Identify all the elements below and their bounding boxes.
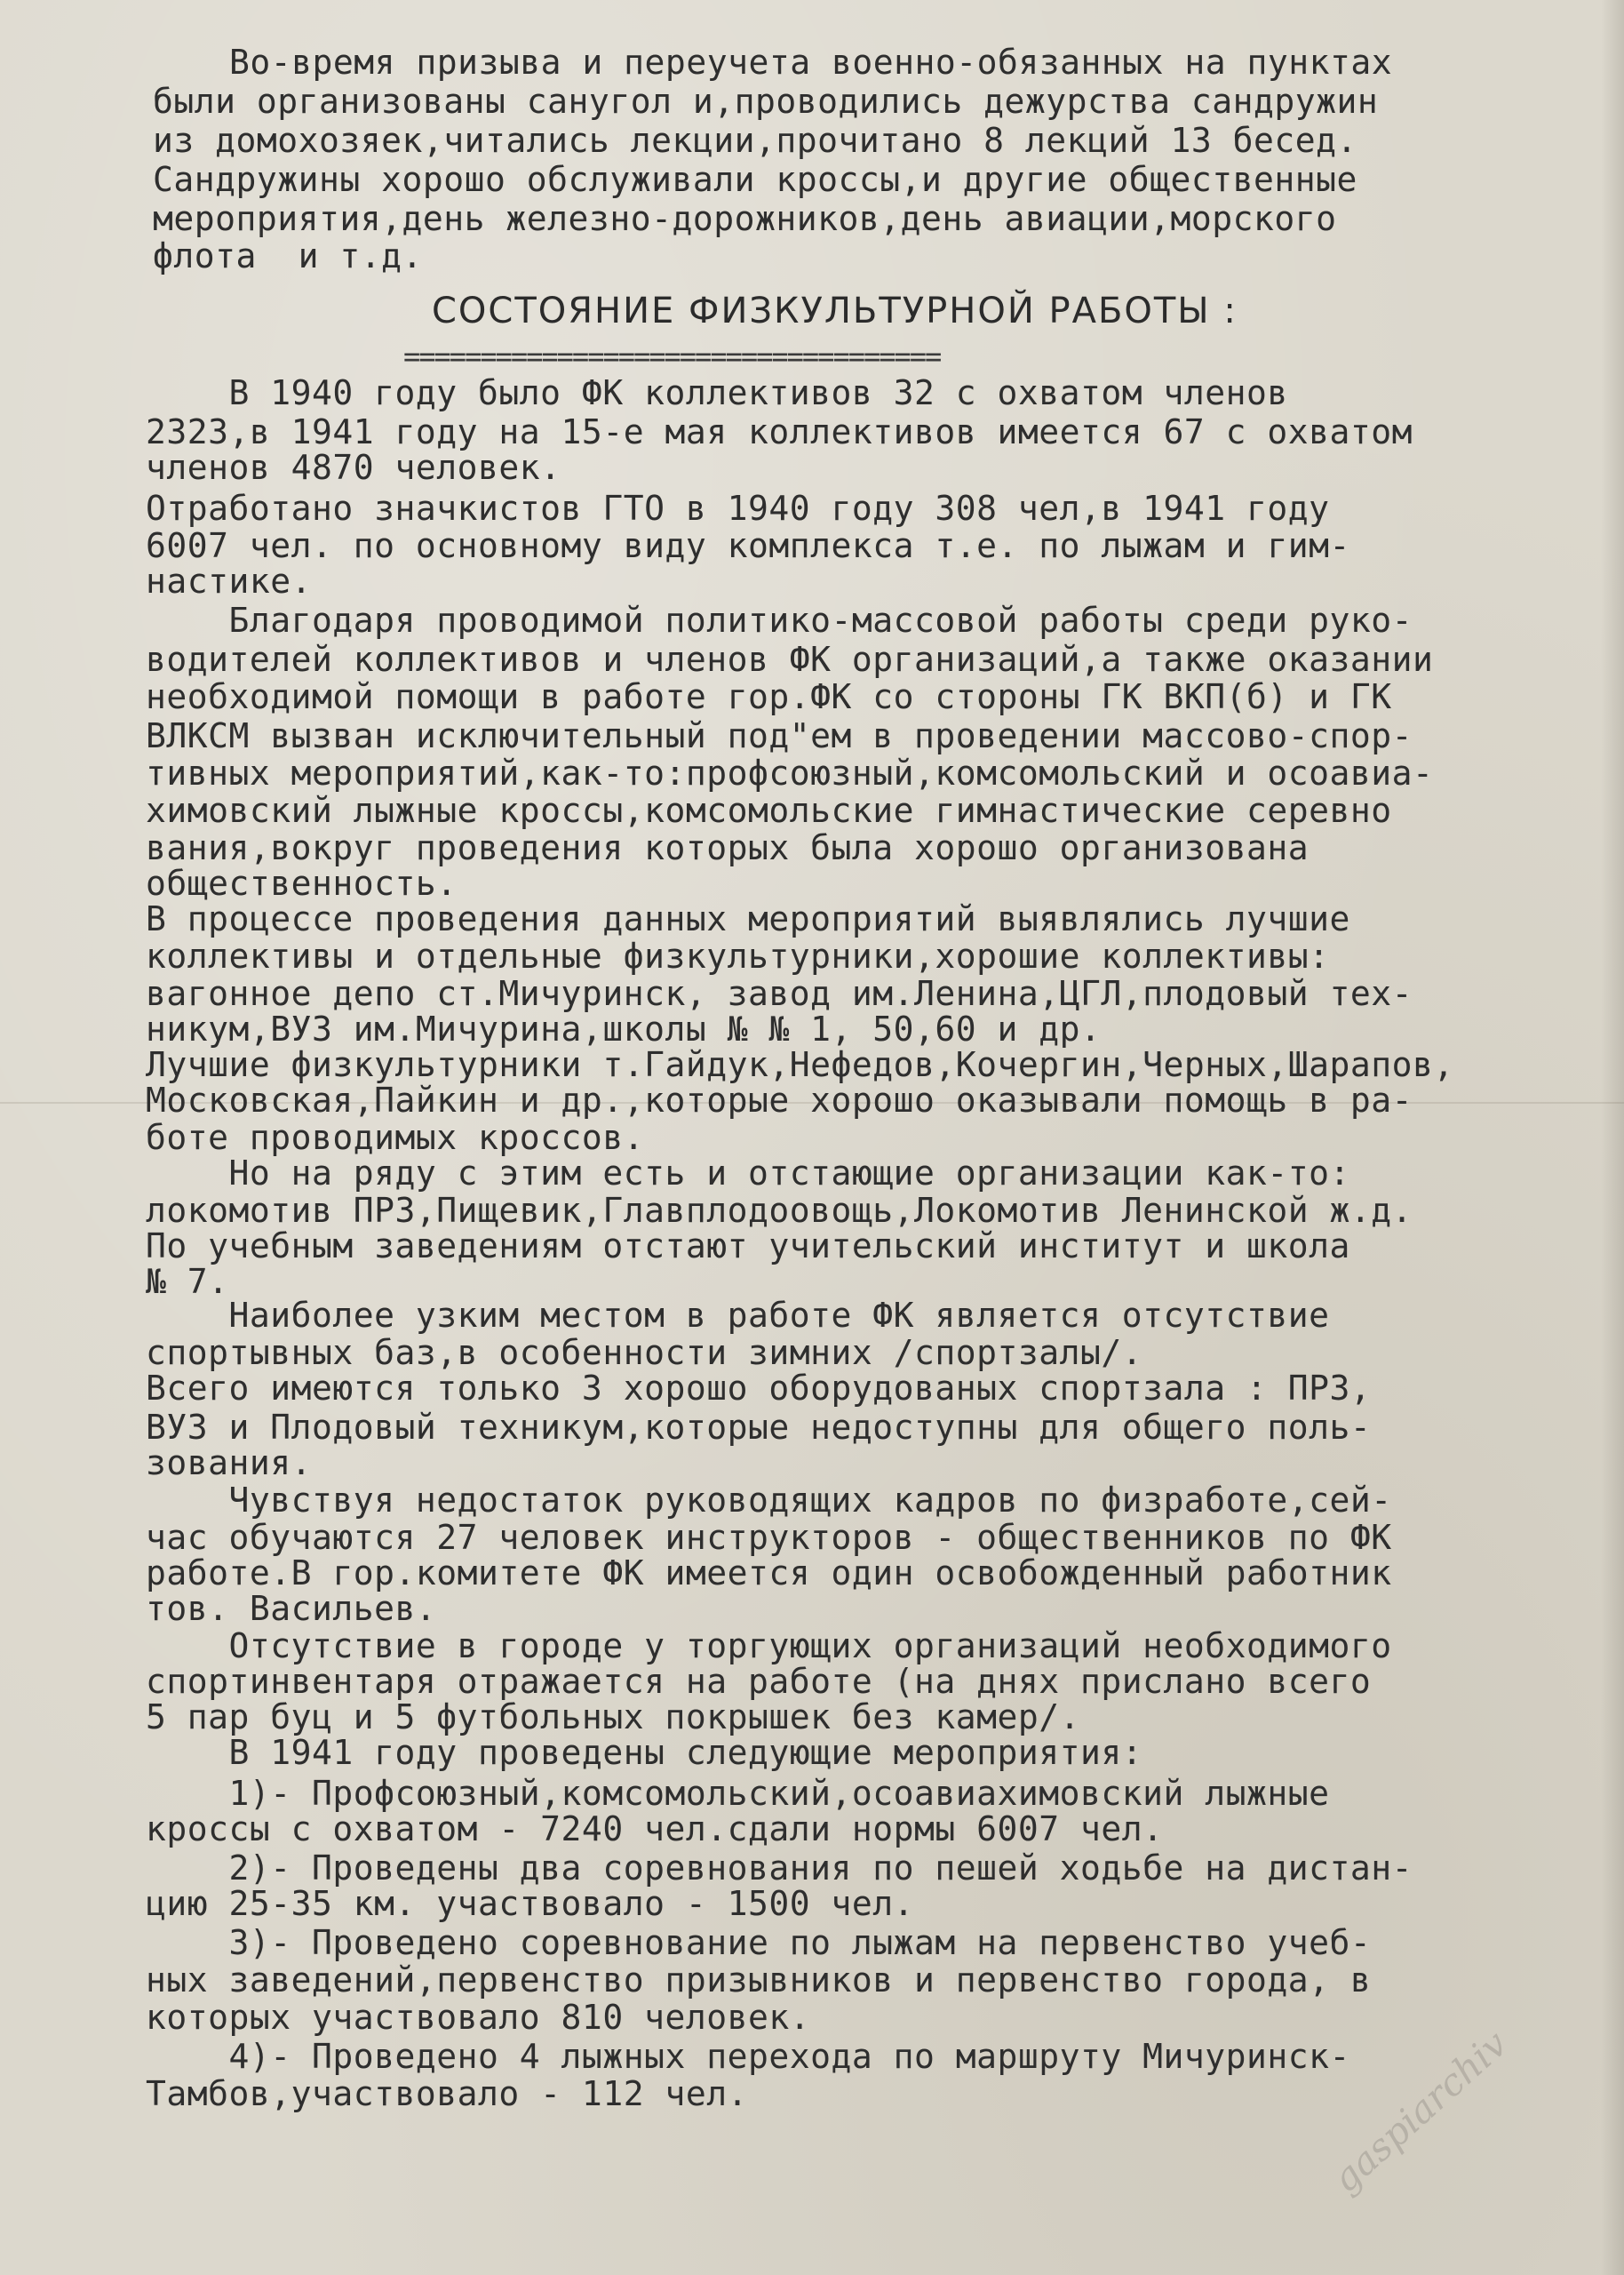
body-line: Благодаря проводимой политико-массовой работы среди руко- bbox=[146, 601, 1413, 640]
body-line: 2)- Проведены два соревнования по пешей ходьбе на дистан- bbox=[146, 1848, 1413, 1888]
intro-line: Сандружины хорошо обслуживали кроссы,и другие общественные bbox=[153, 160, 1357, 199]
body-line: 5 пар буц и 5 футбольных покрышек без камер/. bbox=[146, 1697, 1081, 1736]
body-line: Отработано значкистов ГТО в 1940 году 308 чел,в 1941 году bbox=[146, 489, 1330, 528]
body-line: Отсутствие в городе у торгующих организаций необходимого bbox=[146, 1626, 1392, 1665]
body-line: коллективы и отдельные физкультурники,хорошие коллективы: bbox=[146, 937, 1330, 976]
intro-line: были организованы санугол и,проводились дежурства сандружин bbox=[153, 82, 1379, 121]
body-line: Лучшие физкультурники т.Гайдук,Нефедов,Кочергин,Черных,Шарапов, bbox=[146, 1045, 1454, 1084]
body-line: 4)- Проведено 4 лыжных перехода по маршруту Мичуринск- bbox=[146, 2037, 1350, 2076]
body-line: спортинвентаря отражается на работе (на днях прислано всего bbox=[146, 1662, 1372, 1701]
body-line: химовский лыжные кроссы,комсомольские гимнастические серевно bbox=[146, 791, 1392, 830]
body-line: никум,ВУЗ им.Мичурина,школы № № 1, 50,60 и др. bbox=[146, 1010, 1102, 1049]
body-line: тов. Васильев. bbox=[146, 1589, 437, 1628]
body-line: боте проводимых кроссов. bbox=[146, 1118, 645, 1157]
body-line: 6007 чел. по основному виду комплекса т.е. по лыжам и гим- bbox=[146, 526, 1350, 565]
body-line: Чувствуя недостаток руководящих кадров по физработе,сей- bbox=[146, 1481, 1392, 1520]
body-line: цию 25-35 км. участвовало - 1500 чел. bbox=[146, 1884, 914, 1923]
body-line: работе.В гор.комитете ФК имеется один освобожденный работник bbox=[146, 1553, 1392, 1592]
body-line: Московская,Пайкин и др.,которые хорошо оказывали помощь в ра- bbox=[146, 1081, 1413, 1120]
body-line: По учебным заведениям отстают учительский институт и школа bbox=[146, 1226, 1350, 1265]
body-line: Но на ряду с этим есть и отстающие организации как-то: bbox=[146, 1153, 1350, 1193]
body-line: которых участвовало 810 человек. bbox=[146, 1998, 811, 2037]
title-underline: =================================== bbox=[403, 339, 941, 373]
body-line: Тамбов,участвовало - 112 чел. bbox=[146, 2074, 748, 2113]
body-line: В процессе проведения данных мероприятий выявлялись лучшие bbox=[146, 899, 1350, 938]
body-line: водителей коллективов и членов ФК организаций,а также оказании bbox=[146, 640, 1434, 679]
body-line: Наиболее узким местом в работе ФК является отсутствие bbox=[146, 1296, 1330, 1335]
body-line: вания,вокруг проведения которых была хорошо организована bbox=[146, 828, 1310, 867]
body-line: зования. bbox=[146, 1443, 313, 1482]
body-line: вагонное депо ст.Мичуринск, завод им.Ленина,ЦГЛ,плодовый тех- bbox=[146, 974, 1413, 1013]
body-line: В 1940 году было ФК коллективов 32 с охватом членов bbox=[146, 373, 1288, 412]
body-line: общественность. bbox=[146, 864, 458, 903]
body-line: ВЛКСМ вызван исключительный под"ем в проведении массово-спор- bbox=[146, 716, 1413, 755]
intro-line: флота и т.д. bbox=[153, 236, 423, 275]
section-title: СОСТОЯНИЕ ФИЗКУЛЬТУРНОЙ РАБОТЫ : bbox=[432, 291, 1238, 331]
body-line: 2323,в 1941 году на 15-е мая коллективов имеется 67 с охватом bbox=[146, 412, 1413, 451]
body-line: 3)- Проведено соревнование по лыжам на первенство учеб- bbox=[146, 1923, 1372, 1962]
body-line: необходимой помощи в работе гор.ФК со стороны ГК ВКП(б) и ГК bbox=[146, 677, 1392, 716]
body-line: В 1941 году проведены следующие мероприятия: bbox=[146, 1733, 1143, 1772]
body-line: час обучаются 27 человек инструкторов - общественников по ФК bbox=[146, 1518, 1392, 1557]
body-line: настике. bbox=[146, 562, 313, 601]
body-line: членов 4870 человек. bbox=[146, 448, 561, 487]
paper-edge bbox=[1601, 0, 1624, 2275]
body-line: спортывных баз,в особенности зимних /спортзалы/. bbox=[146, 1333, 1143, 1372]
body-line: тивных мероприятий,как-то:профсоюзный,комсомольский и осоавиа- bbox=[146, 754, 1434, 793]
intro-line: мероприятия,день железно-дорожников,день авиации,морского bbox=[153, 199, 1337, 238]
intro-line: из домохозяек,читались лекции,прочитано 8 лекций 13 бесед. bbox=[153, 121, 1357, 160]
body-line: кроссы с охватом - 7240 чел.сдали нормы 6007 чел. bbox=[146, 1809, 1164, 1848]
body-line: ных заведений,первенство призывников и первенство города, в bbox=[146, 1960, 1372, 2000]
body-line: Всего имеются только 3 хорошо оборудованых спортзала : ПРЗ, bbox=[146, 1369, 1372, 1408]
intro-line: Во-время призыва и переучета военно-обязанных на пунктах bbox=[229, 43, 1393, 82]
body-line: ВУЗ и Плодовый техникум,которые недоступны для общего поль- bbox=[146, 1408, 1372, 1447]
body-line: 1)- Профсоюзный,комсомольский,осоавиахимовский лыжные bbox=[146, 1774, 1330, 1813]
body-line: локомотив ПРЗ,Пищевик,Главплодоовощь,Локомотив Ленинской ж.д. bbox=[146, 1191, 1413, 1230]
archive-watermark: gaspiarchiv bbox=[1324, 2021, 1517, 2201]
body-line: № 7. bbox=[146, 1262, 229, 1301]
